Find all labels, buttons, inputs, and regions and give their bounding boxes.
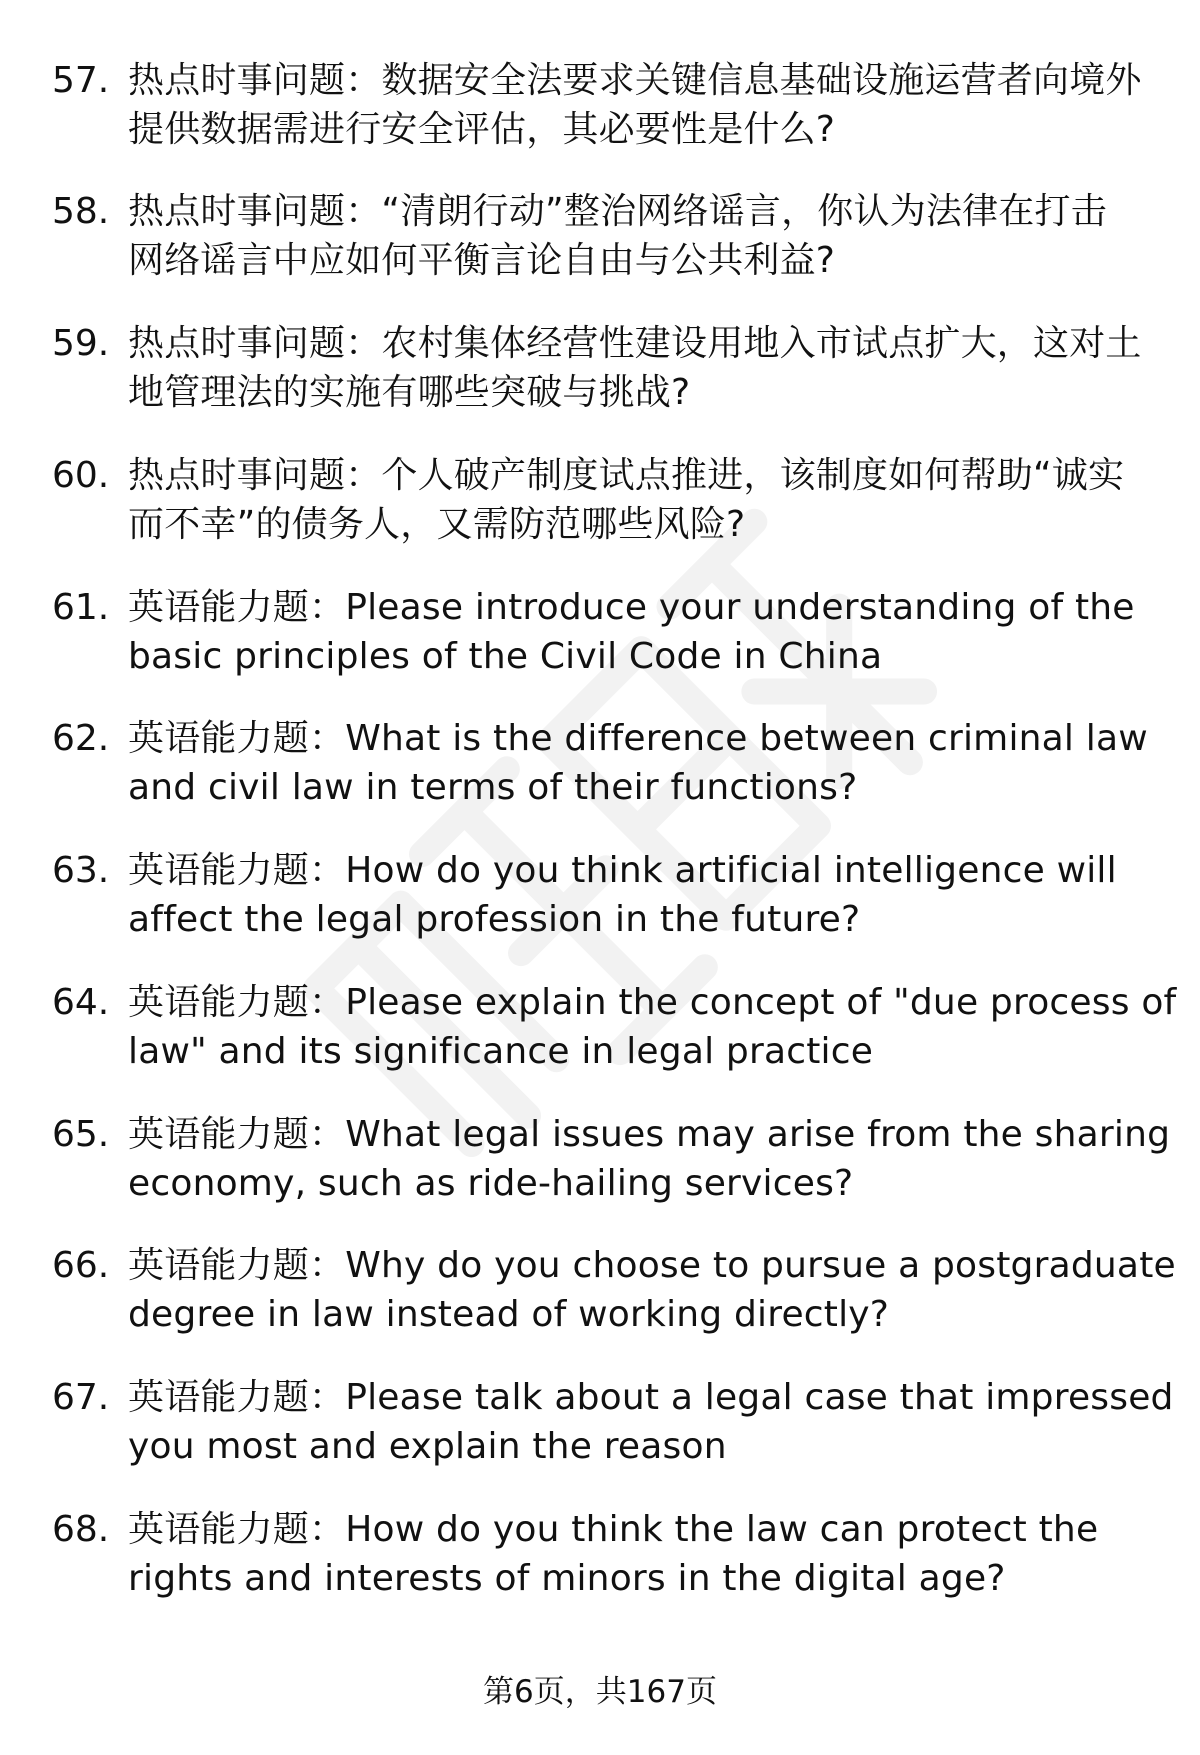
question-text-line-2: 地管理法的实施有哪些突破与挑战? <box>128 372 691 413</box>
question-item-64 <box>0 978 1200 1078</box>
question-number: 61. <box>52 587 110 628</box>
question-item-57 <box>0 56 1200 156</box>
question-text-line-2: you most and explain the reason <box>128 1426 727 1467</box>
question-text-line-2: 网络谣言中应如何平衡言论自由与公共利益? <box>128 240 836 281</box>
question-item-66 <box>0 1241 1200 1341</box>
question-item-61 <box>0 583 1200 683</box>
question-text-line-1: 热点时事问题：个人破产制度试点推进，该制度如何帮助“诚实 <box>128 455 1125 496</box>
question-text-line-2: and civil law in terms of their functions? <box>128 767 858 808</box>
question-text-line-2: 提供数据需进行安全评估，其必要性是什么? <box>128 109 836 150</box>
question-text-line-1: 英语能力题：Please explain the concept of "due process of <box>128 982 1177 1023</box>
question-text-line-1: 英语能力题：How do you think the law can protect the <box>128 1509 1099 1550</box>
question-text-line-2: 而不幸”的债务人，又需防范哪些风险? <box>128 504 746 545</box>
question-text-line-1: 热点时事问题：农村集体经营性建设用地入市试点扩大，这对土 <box>128 323 1142 364</box>
question-item-59 <box>0 319 1200 419</box>
question-item-67 <box>0 1373 1200 1473</box>
question-number: 65. <box>52 1114 110 1155</box>
question-number: 60. <box>52 455 110 496</box>
question-number: 67. <box>52 1377 110 1418</box>
question-text-line-1: 英语能力题：What is the difference between criminal law <box>128 718 1148 759</box>
question-text-line-1: 热点时事问题：数据安全法要求关键信息基础设施运营者向境外 <box>128 60 1142 101</box>
page-number-footer: 第6页，共167页 <box>483 1674 717 1710</box>
question-number: 64. <box>52 982 110 1023</box>
question-number: 63. <box>52 850 110 891</box>
question-text-line-1: 热点时事问题：“清朗行动”整治网络谣言，你认为法律在打击 <box>128 191 1107 232</box>
question-item-62 <box>0 714 1200 814</box>
question-item-68 <box>0 1505 1200 1605</box>
question-text-line-1: 英语能力题：Please talk about a legal case that impressed <box>128 1377 1174 1418</box>
question-number: 68. <box>52 1509 110 1550</box>
question-item-63 <box>0 846 1200 946</box>
question-text-line-2: rights and interests of minors in the digital age? <box>128 1558 1006 1599</box>
question-text-line-1: 英语能力题：Please introduce your understanding of the <box>128 587 1135 628</box>
question-text-line-1: 英语能力题：Why do you choose to pursue a postgraduate <box>128 1245 1176 1286</box>
question-item-60 <box>0 451 1200 551</box>
question-text-line-2: degree in law instead of working directly? <box>128 1294 890 1335</box>
question-number: 58. <box>52 191 110 232</box>
question-text-line-2: basic principles of the Civil Code in China <box>128 636 883 677</box>
question-number: 62. <box>52 718 110 759</box>
question-item-65 <box>0 1110 1200 1210</box>
question-text-line-1: 英语能力题：How do you think artificial intelligence will <box>128 850 1117 891</box>
question-text-line-2: law" and its significance in legal practice <box>128 1031 874 1072</box>
question-text-line-2: affect the legal profession in the future? <box>128 899 861 940</box>
question-text-line-2: economy, such as ride-hailing services? <box>128 1163 854 1204</box>
question-text-line-1: 英语能力题：What legal issues may arise from the sharing <box>128 1114 1171 1155</box>
question-number: 57. <box>52 60 110 101</box>
question-number: 66. <box>52 1245 110 1286</box>
question-number: 59. <box>52 323 110 364</box>
question-item-58 <box>0 187 1200 287</box>
